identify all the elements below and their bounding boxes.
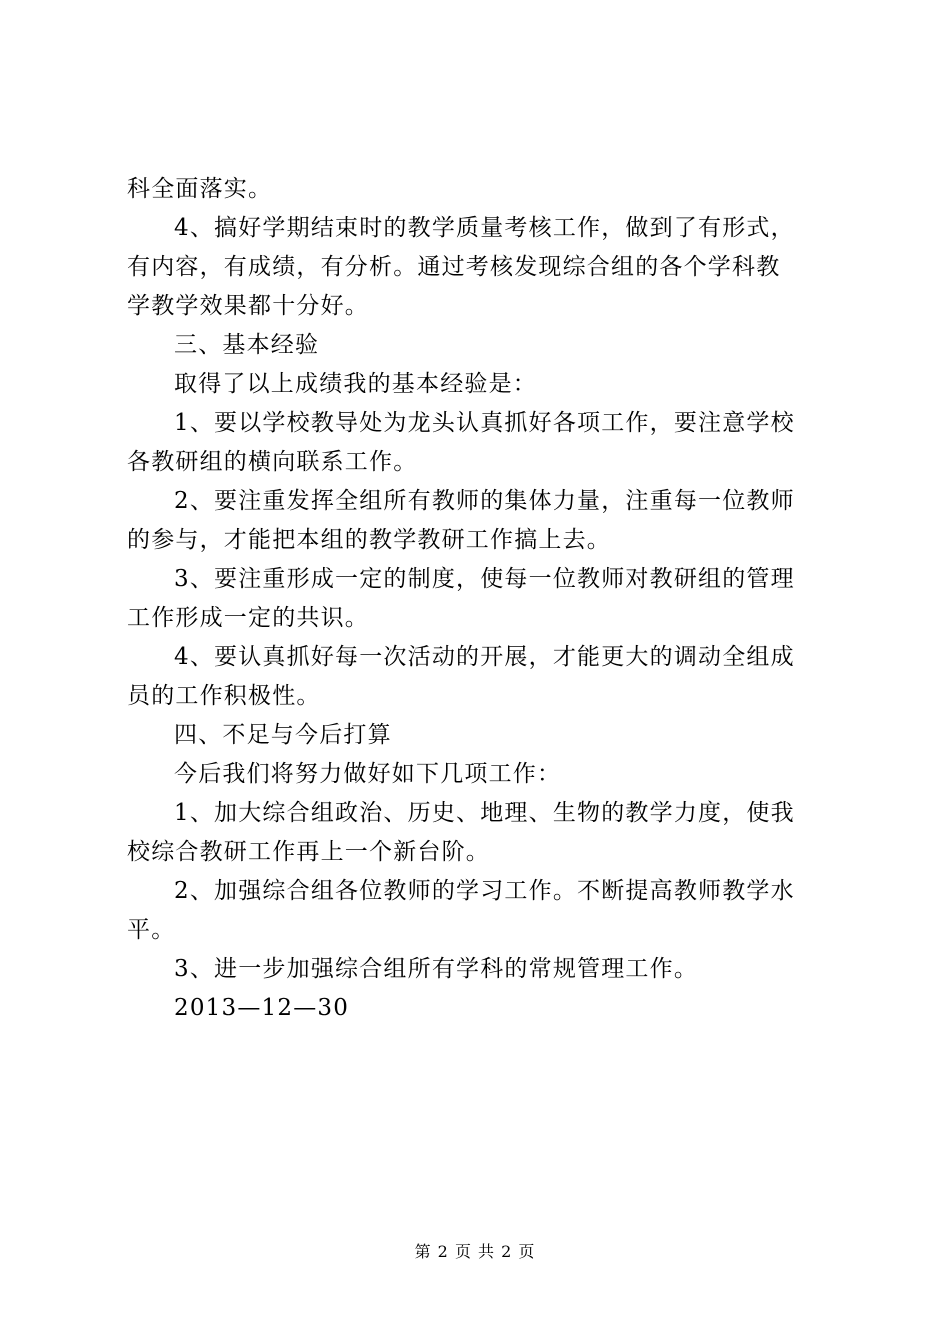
text-line: 3、要注重形成一定的制度，使每一位教师对教研组的管理 bbox=[174, 566, 795, 592]
text-line: 学教学效果都十分好。 bbox=[127, 293, 369, 319]
page-number-footer: 第 2 页 共 2 页 bbox=[414, 1242, 536, 1261]
text-line: 今后我们将努力做好如下几项工作： bbox=[174, 761, 562, 787]
text-line: 1、要以学校教导处为龙头认真抓好各项工作，要注意学校 bbox=[174, 410, 795, 436]
text-line: 1、加大综合组政治、历史、地理、生物的教学力度，使我 bbox=[174, 800, 795, 826]
text-line: 4、要认真抓好每一次活动的开展，才能更大的调动全组成 bbox=[174, 644, 795, 670]
document-body bbox=[127, 170, 831, 1028]
text-line: 4、搞好学期结束时的教学质量考核工作，做到了有形式， bbox=[174, 215, 795, 241]
text-line: 有内容，有成绩，有分析。通过考核发现综合组的各个学科教 bbox=[127, 254, 781, 280]
text-line: 工作形成一定的共识。 bbox=[127, 605, 369, 631]
text-line: 3、进一步加强综合组所有学科的常规管理工作。 bbox=[174, 956, 699, 982]
text-line: 取得了以上成绩我的基本经验是： bbox=[174, 371, 537, 397]
section-heading: 三、基本经验 bbox=[174, 332, 320, 358]
text-line: 2、加强综合组各位教师的学习工作。不断提高教师教学水 bbox=[174, 878, 795, 904]
section-heading: 四、不足与今后打算 bbox=[174, 722, 392, 748]
text-line: 科全面落实。 bbox=[127, 176, 273, 202]
text-line: 平。 bbox=[127, 917, 176, 943]
text-line: 2、要注重发挥全组所有教师的集体力量，注重每一位教师 bbox=[174, 488, 795, 514]
text-line: 员的工作积极性。 bbox=[127, 683, 321, 709]
text-line: 各教研组的横向联系工作。 bbox=[127, 449, 418, 475]
document-date: 2013—12—30 bbox=[174, 995, 350, 1021]
text-line: 的参与，才能把本组的教学教研工作搞上去。 bbox=[127, 527, 611, 553]
text-line: 校综合教研工作再上一个新台阶。 bbox=[127, 839, 490, 865]
